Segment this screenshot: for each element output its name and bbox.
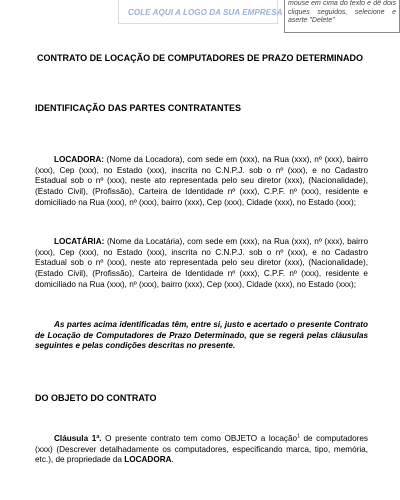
locataria-text: (Nome da Locatária), com sede em (xxx), na Rua (xxx), nº (xxx), bairro (xxx), Cep (xxx), no Estado (xxx), inscrita no C.N.P.J. sob o nº (xxx), e no Cadastro Estadual sob o nº (xxx), neste ato representada pelo seu diretor (xxx), (Nacionalidade), (Estado Civil), (Profissão), Carteira de Identidade nº (xxx), C.P.F. nº (xxx), residente e domiciliado na Rua (xxx), nº (xxx), bairro (xxx), Cep (xxx), Cidade (xxx), no Estado (xxx); [35, 237, 368, 289]
locataria-label: LOCATÁRIA: [54, 237, 105, 246]
locadora-paragraph [35, 155, 368, 209]
instruction-note: mouse em cima do texto e dê dois cliques seguidos, selecione e aserte "Delete" [284, 0, 400, 33]
locadora-text: (Nome da Locadora), com sede em (xxx), na Rua (xxx), nº (xxx), bairro (xxx), Cep (xxx), no Estado (xxx), inscrita no C.N.P.J. sob o nº (xxx), e no Cadastro Estadual sob o nº (xxx), neste ato representada pelo seu diretor (xxx), (Nacionalidade), (Estado Civil), (Profissão), Carteira de Identidade nº (xxx), C.P.F. nº (xxx), residente e domiciliado na Rua (xxx), nº (xxx), bairro (xxx), Cep (xxx), Cidade (xxx), no Estado (xxx); [35, 155, 368, 207]
parties-statement [35, 320, 368, 352]
clause-1-label: Cláusula 1ª. [54, 434, 102, 443]
footnote-marker[interactable]: 1 [297, 433, 300, 440]
section-heading-object: DO OBJETO DO CONTRATO [35, 393, 157, 403]
clause-1-text-a: O presente contrato tem como OBJETO a locação [101, 434, 298, 443]
parties-statement-text: As partes acima identificadas têm, entre si, justo e acertado o presente Contrato de Locação de Computadores de Prazo Determinado, que se regerá pelas cláusulas seguintes e pelas condições descritas no presente. [35, 320, 368, 351]
locadora-label: LOCADORA: [54, 155, 105, 164]
clause-1-end: . [171, 455, 174, 465]
section-heading-parties: IDENTIFICAÇÃO DAS PARTES CONTRATANTES [35, 103, 241, 113]
locataria-paragraph [35, 237, 368, 291]
clause-1-locadora: LOCADORA [124, 455, 172, 465]
clause-1-paragraph [35, 434, 368, 466]
clause-1-text-b: de computadores (xxx) (Descrever detalhadamente os computadores, especificando marca, tipo, memória, etc.), de propriedade da [35, 434, 369, 465]
logo-placeholder-text: COLE AQUI A LOGO DA SUA EMPRESA [128, 8, 283, 17]
document-title: CONTRATO DE LOCAÇÃO DE COMPUTADORES DE PRAZO DETERMINADO [36, 53, 363, 63]
